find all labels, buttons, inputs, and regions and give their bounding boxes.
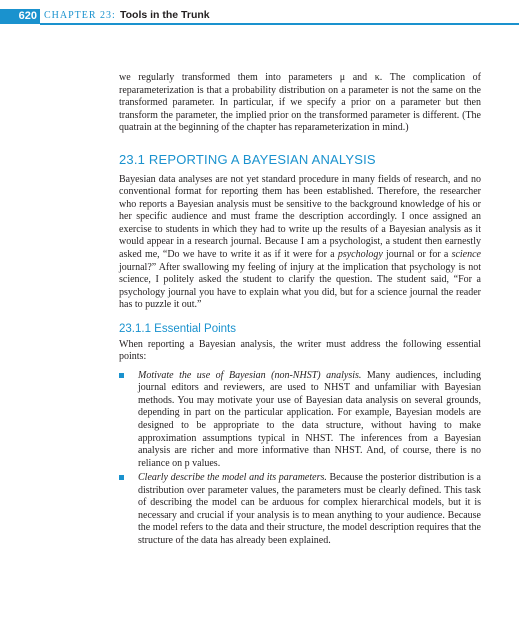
bullet-square-icon: [119, 373, 124, 378]
section-heading: 23.1 REPORTING A BAYESIAN ANALYSIS: [119, 151, 376, 167]
list-item-body: Because the posterior distribution is a distribution over parameter values, the parameters must be clearly defined. This task of describing the model can be arduous for complex hierarchical models, but it is necessary and crucial if your analysis is to mean anything to your audience. Because the model refers to the data and their structure, the model description requires that the structure of the data has already been explained.: [138, 472, 481, 546]
intro-paragraph: we regularly transformed them into parameters μ and κ. The complication of reparameterization is that a probability distribution on a parameter is not the same on the transformed parameter. In particular, if we specify a prior on a parameter but then transform the parameter, the implied prior on the transformed parameter is different. (The quatrain at the beginning of the chapter has reparameterization in mind.): [119, 72, 481, 134]
list-item: [119, 472, 481, 547]
subsection-intro: When reporting a Bayesian analysis, the writer must address the following essential points:: [119, 338, 481, 363]
essential-points-list: [119, 370, 481, 548]
chapter-title: Tools in the Trunk: [120, 9, 210, 21]
page-header: [0, 0, 519, 36]
section-paragraph: [119, 174, 481, 312]
header-rule: [40, 23, 519, 25]
list-item-body: Many audiences, including journal editors and reviewers, are used to NHST and unfamiliar with Bayesian methods. You may motivate your use of Bayesian data analysis on several grounds, depending in part on the particular application. For example, Bayesian models are designed to be appropriate to the data structure, without having to make approximation assumptions typical in NHST. The inferences from a Bayesian analysis are richer and more informative than NHST. And, of course, there is no reliance on p values.: [138, 369, 481, 469]
section-paragraph-em-science: science: [451, 249, 481, 261]
list-item-lead: Clearly describe the model and its parameters.: [138, 472, 327, 484]
page-body: [119, 72, 481, 550]
subsection-heading: 23.1.1 Essential Points: [119, 322, 236, 335]
chapter-label: CHAPTER 23:: [44, 10, 116, 21]
list-item: [119, 370, 481, 470]
page-number: 620: [0, 9, 40, 24]
section-paragraph-start: Bayesian data analyses are not yet standard procedure in many fields of research, and no conventional format for reporting them has been established. Therefore, the researcher who reports a Bayesian analysis must be sensitive to the background knowledge of his or her specific audience and must frame the description accordingly. I once assigned an exercise to students in which they had to write up the results of a Bayesian analysis as it would appear in a research journal. Because I am a psychologist, a student then earnestly asked me, “Do we have to write it as if it were for a: [119, 173, 481, 261]
bullet-square-icon: [119, 475, 124, 480]
section-paragraph-end: journal?” After swallowing my feeling of injury at the implication that psychology is not science, I politely asked the student to clarify the question. The student said, “For a psychology journal you have to explain what you did, but for a science journal the reader has to puzzle it out.”: [119, 261, 481, 311]
list-item-text: [138, 370, 481, 470]
section-paragraph-mid: journal or for a: [382, 249, 452, 261]
list-item-text: [138, 472, 481, 547]
section-paragraph-em-psychology: psychology: [337, 249, 383, 261]
list-item-lead: Motivate the use of Bayesian (non-NHST) analysis.: [138, 369, 362, 381]
